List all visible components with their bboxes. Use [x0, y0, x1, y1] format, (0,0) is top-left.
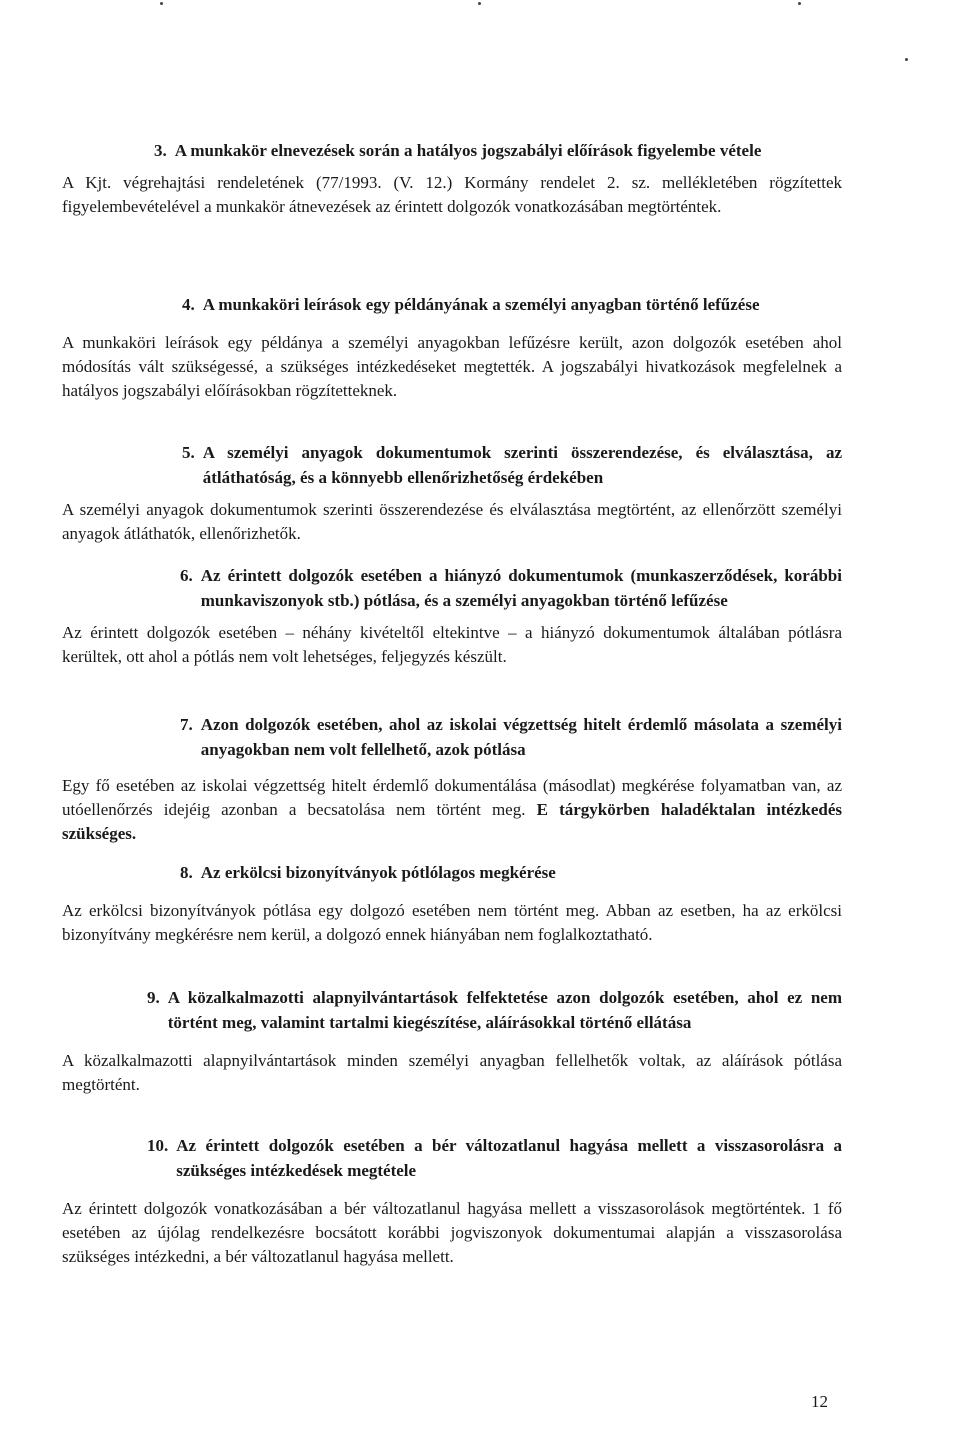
- section-6: [62, 563, 842, 669]
- section-heading: [182, 292, 842, 317]
- section-number: 5.: [182, 443, 195, 462]
- scan-speck: [478, 2, 481, 5]
- section-title: Az erkölcsi bizonyítványok pótlólagos megkérése: [200, 863, 556, 882]
- section-10: [62, 1133, 842, 1269]
- section-heading: [147, 1133, 842, 1183]
- section-body-emphasis: E tárgykörben haladéktalan intézkedés szükséges.: [62, 800, 842, 843]
- section-title: A munkakör elnevezések során a hatályos jogszabályi előírások figyelembe vétele: [174, 141, 762, 160]
- section-7: [62, 712, 842, 846]
- section-number: 3.: [154, 141, 167, 160]
- section-body: Az érintett dolgozók esetében – néhány kivételtől eltekintve – a hiányzó dokumentumok általában pótlásra kerültek, ott ahol a pótlás nem volt lehetséges, feljegyzés készült.: [62, 623, 842, 666]
- section-title: A munkaköri leírások egy példányának a személyi anyagban történő lefűzése: [202, 295, 760, 314]
- section-heading: [147, 985, 842, 1035]
- section-body: A személyi anyagok dokumentumok szerinti összerendezése és elválasztása megtörtént, az ellenőrzött személyi anyagok átláthatók, ellenőrizhetők.: [62, 500, 842, 543]
- section-9: [62, 985, 842, 1097]
- section-title: Az érintett dolgozók esetében a bér változatlanul hagyása mellett a visszasorolásra a szükséges intézkedések megtétele: [176, 1136, 842, 1180]
- section-8: [62, 860, 842, 947]
- section-number: 8.: [180, 863, 193, 882]
- section-heading: [180, 860, 842, 885]
- section-number: 10.: [147, 1136, 169, 1155]
- section-heading: [180, 712, 842, 762]
- section-body: [62, 774, 842, 846]
- section-body: A Kjt. végrehajtási rendeletének (77/1993. (V. 12.) Kormány rendelet 2. sz. mellékletében rögzítettek figyelembevételével a munkakör átnevezések az érintett dolgozók vonatkozásában megtörténtek.: [62, 173, 842, 216]
- page-number: 12: [811, 1392, 828, 1411]
- section-heading: [180, 563, 842, 613]
- section-number: 9.: [147, 988, 160, 1007]
- section-heading: [182, 440, 842, 490]
- scan-speck: [798, 2, 801, 5]
- section-number: 6.: [180, 566, 193, 585]
- section-heading: [154, 138, 842, 163]
- section-3: [62, 138, 842, 219]
- section-body: Az érintett dolgozók vonatkozásában a bér változatlanul hagyása mellett a visszasorolások megtörténtek. 1 fő esetében az újólag rendelkezésre bocsátott korábbi jogviszonyok dokumentumai alapján a visszasorolása szükséges intézkedni, a bér változatlanul hagyása mellett.: [62, 1199, 842, 1266]
- section-number: 7.: [180, 715, 193, 734]
- section-body-text: Egy fő esetében az iskolai végzettség hitelt érdemlő dokumentálása (másodlat) megkérése folyamatban van, az utóellenőrzés idejéig azonban a becsatolása nem történt meg.: [62, 776, 842, 819]
- section-title: Azon dolgozók esetében, ahol az iskolai végzettség hitelt érdemlő másolata a személyi anyagokban nem volt fellelhető, azok pótlása: [200, 715, 842, 759]
- scan-speck: [905, 58, 908, 61]
- scan-speck: [160, 2, 163, 5]
- section-title: A személyi anyagok dokumentumok szerinti összerendezése, és elválasztása, az átláthatóság, és a könnyebb ellenőrizhetőség érdekében: [202, 443, 842, 487]
- section-5: [62, 440, 842, 546]
- section-number: 4.: [182, 295, 195, 314]
- section-body: A közalkalmazotti alapnyilvántartások minden személyi anyagban fellelhetők voltak, az aláírások pótlása megtörtént.: [62, 1051, 842, 1094]
- section-body: A munkaköri leírások egy példánya a személyi anyagokban lefűzésre került, azon dolgozók esetében ahol módosítás vált szükségessé, a szükséges intézkedéseket megtették. A jogszabályi hivatkozások megfelelnek a hatályos jogszabályi előírásokban rögzítetteknek.: [62, 333, 842, 400]
- section-body: Az erkölcsi bizonyítványok pótlása egy dolgozó esetében nem történt meg. Abban az esetben, ha az erkölcsi bizonyítvány megkérésre nem kerül, a dolgozó ennek hiányában nem foglalkoztatható.: [62, 901, 842, 944]
- section-4: [62, 292, 842, 403]
- section-title: Az érintett dolgozók esetében a hiányzó dokumentumok (munkaszerződések, korábbi munkaviszonyok stb.) pótlása, és a személyi anyagokban történő lefűzése: [200, 566, 842, 610]
- section-title: A közalkalmazotti alapnyilvántartások felfektetése azon dolgozók esetében, ahol ez nem történt meg, valamint tartalmi kiegészítése, aláírásokkal történő ellátása: [167, 988, 842, 1032]
